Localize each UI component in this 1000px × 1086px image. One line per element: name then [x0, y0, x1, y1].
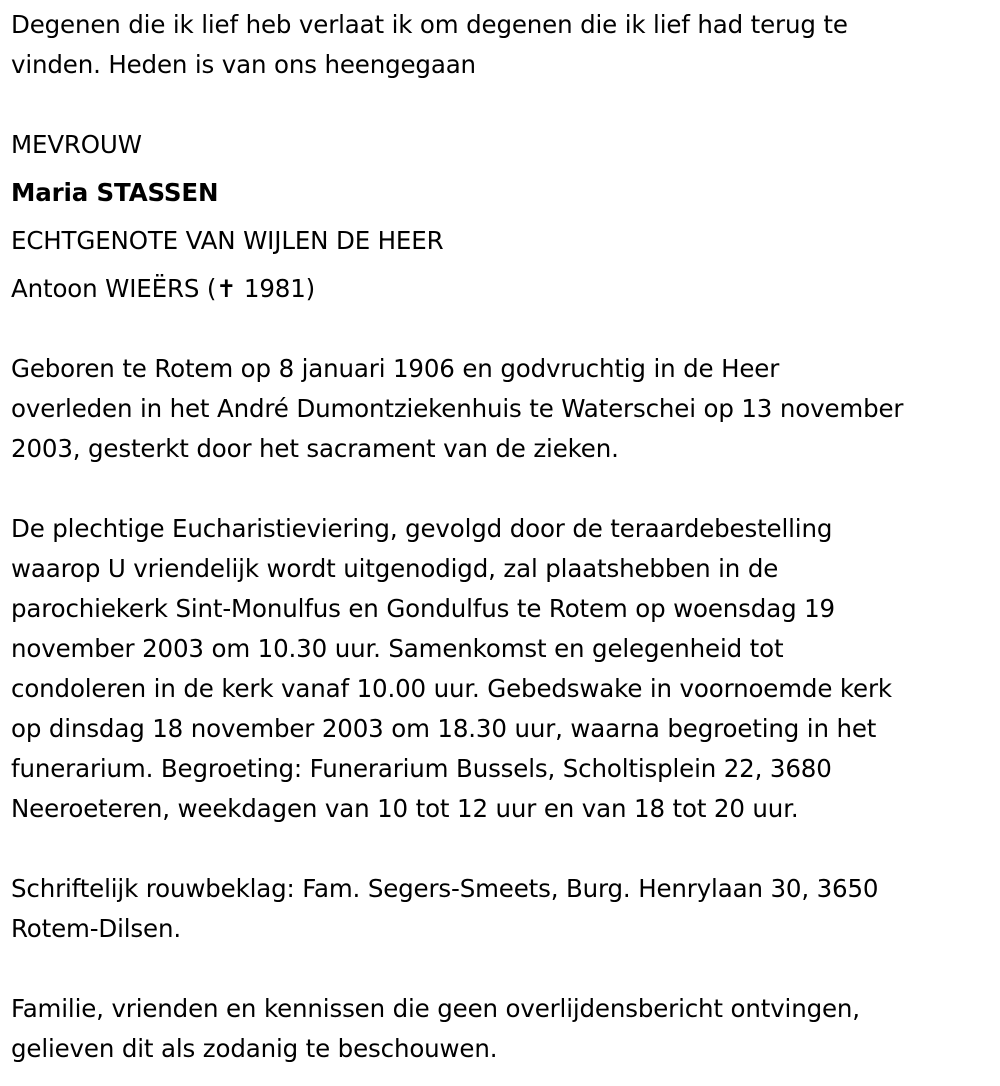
ceremony-line: Neeroeteren, weekdagen van 10 tot 12 uur en van 18 tot 20 uur.	[11, 794, 799, 823]
spouse-death-year: 1981)	[236, 274, 316, 303]
intro-line: Degenen die ik lief heb verlaat ik om degenen die ik lief had terug te	[11, 10, 848, 39]
ceremony-line: op dinsdag 18 november 2003 om 18.30 uur, waarna begroeting in het	[11, 714, 877, 743]
intro-line: vinden. Heden is van ons heengegaan	[11, 50, 476, 79]
ceremony-line: waarop U vriendelijk wordt uitgenodigd, zal plaatshebben in de	[11, 554, 779, 583]
birth-death-line: Geboren te Rotem op 8 januari 1906 en godvruchtig in de Heer	[11, 354, 780, 383]
ceremony-line: De plechtige Eucharistieviering, gevolgd door de teraardebestelling	[11, 514, 833, 543]
deceased-name: Maria STASSEN	[11, 178, 219, 207]
ceremony-line: funerarium. Begroeting: Funerarium Bussels, Scholtisplein 22, 3680	[11, 754, 832, 783]
condolence-line: Schriftelijk rouwbeklag: Fam. Segers-Smeets, Burg. Henrylaan 30, 3650	[11, 874, 879, 903]
cross-icon: ✝	[216, 275, 237, 303]
spouse-info	[11, 274, 315, 304]
ceremony-line: parochiekerk Sint-Monulfus en Gondulfus te Rotem op woensdag 19	[11, 594, 835, 623]
spouse-name: Antoon WIEËRS (	[11, 274, 217, 303]
closing-line: gelieven dit als zodanig te beschouwen.	[11, 1034, 498, 1063]
condolence-line: Rotem-Dilsen.	[11, 914, 181, 943]
closing-line: Familie, vrienden en kennissen die geen overlijdensbericht ontvingen,	[11, 994, 860, 1023]
honorific: MEVROUW	[11, 130, 142, 159]
ceremony-line: november 2003 om 10.30 uur. Samenkomst en gelegenheid tot	[11, 634, 784, 663]
birth-death-line: overleden in het André Dumontziekenhuis te Waterschei op 13 november	[11, 394, 904, 423]
birth-death-line: 2003, gesterkt door het sacrament van de zieken.	[11, 434, 619, 463]
ceremony-line: condoleren in de kerk vanaf 10.00 uur. Gebedswake in voornoemde kerk	[11, 674, 892, 703]
spouse-line: ECHTGENOTE VAN WIJLEN DE HEER	[11, 226, 444, 255]
